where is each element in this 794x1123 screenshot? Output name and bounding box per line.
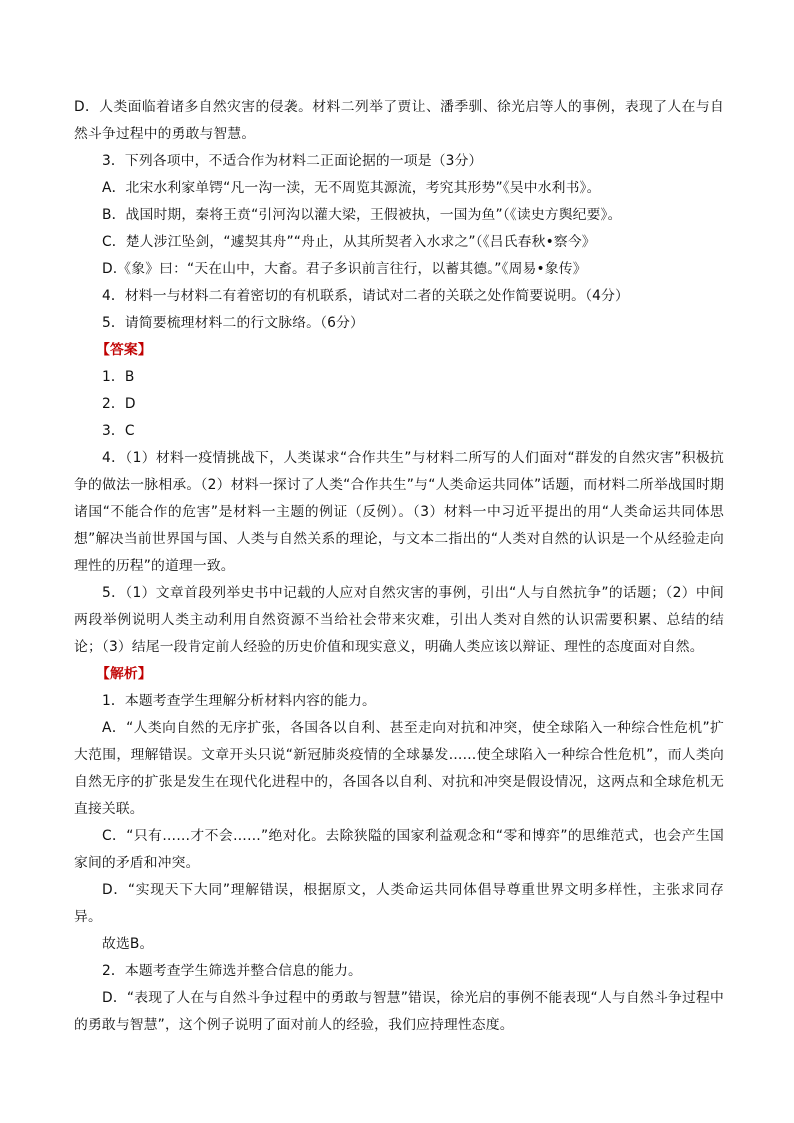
answer-1: 1．B xyxy=(102,369,135,385)
answer-heading: 【答案】 xyxy=(96,342,152,358)
q5-stem: 5．请简要梳理材料二的行文脉络。（6分） xyxy=(102,315,364,331)
answer-5: 5．（1）文章首段列举史书中记载的人应对自然灾害的事例，引出“人与自然抗争”的话题；（2）中间两段举例说明人类主动利用自然资源不当给社会带来灾难，引出人类对自然的认识需要积累、总结的结论；（3）结尾一段肯定前人经验的历史价值和现实意义，明确人类应该以辩证、理性的态度面对自然。 xyxy=(74,585,724,655)
answer-2: 2．D xyxy=(102,396,136,412)
q3-option-a: A．北宋水利家单锷“凡一沟一渎，无不周览其源流，考究其形势”《吴中水利书》。 xyxy=(102,180,601,196)
q2-option-d-text: D．人类面临着诸多自然灾害的侵袭。材料二列举了贾让、潘季驯、徐光启等人的事例，表现了人在与自然斗争过程中的勇敢与智慧。 xyxy=(74,99,724,142)
explanation-1-option-c: C．“只有……才不会……”绝对化。去除狭隘的国家利益观念和“零和博弈”的思维范式，也会产生国家间的矛盾和冲突。 xyxy=(74,828,724,871)
explanation-1-choice: 故选B。 xyxy=(102,936,154,952)
explanation-1-option-d: D．“实现天下大同”理解错误，根据原文，人类命运共同体倡导尊重世界文明多样性，主张求同存异。 xyxy=(74,882,724,925)
explanation-1-intro: 1．本题考查学生理解分析材料内容的能力。 xyxy=(102,693,376,709)
q4-stem: 4．材料一与材料二有着密切的有机联系，请试对二者的关联之处作简要说明。（4分） xyxy=(102,288,629,304)
explanation-2-option-d: D．“表现了人在与自然斗争过程中的勇敢与智慧”错误，徐光启的事例不能表现“人与自然斗争过程中的勇敢与智慧”，这个例子说明了面对前人的经验，我们应持理性态度。 xyxy=(74,990,724,1033)
q3-option-c: C．楚人涉江坠剑，“遽契其舟”“舟止，从其所契者入水求之”（《吕氏春秋•察今》 xyxy=(102,234,596,250)
q3-option-b: B．战国时期，秦将王贲“引河沟以灌大梁，王假被执，一国为鱼”（《读史方舆纪要》。 xyxy=(102,207,622,223)
document-page xyxy=(74,94,724,1039)
answer-4: 4．（1）材料一疫情挑战下，人类谋求“合作共生”与材料二所写的人们面对“群发的自然灾害”积极抗争的做法一脉相承。（2）材料一探讨了人类“合作共生”与“人类命运共同体”话题，而材料二所举战国时期诸国“不能合作的危害”是材料一主题的例证（反例）。（3）材料一中习近平提出的用“人类命运共同体思想”解决当前世界国与国、人类与自然关系的理论，与文本二指出的“人类对自然的认识是一个从经验走向理性的历程”的道理一致。 xyxy=(74,450,724,574)
q3-option-d: D.《象》曰：“天在山中，大畜。君子多识前言往行，以蓄其德。”《周易•象传》 xyxy=(102,261,587,277)
analysis-heading: 【解析】 xyxy=(96,666,152,682)
q3-stem: 3．下列各项中，不适合作为材料二正面论据的一项是（3分） xyxy=(102,153,483,169)
explanation-1-option-a: A．“人类向自然的无序扩张，各国各以自利、甚至走向对抗和冲突，使全球陷入一种综合性危机”扩大范围，理解错误。文章开头只说“新冠肺炎疫情的全球暴发……使全球陷入一种综合性危机”，而人类向自然无序的扩张是发生在现代化进程中的，各国各以自利、对抗和冲突是假设情况，这两点和全球危机无直接关联。 xyxy=(74,720,724,817)
answer-3: 3．C xyxy=(102,423,135,439)
explanation-2-intro: 2．本题考查学生筛选并整合信息的能力。 xyxy=(102,963,362,979)
